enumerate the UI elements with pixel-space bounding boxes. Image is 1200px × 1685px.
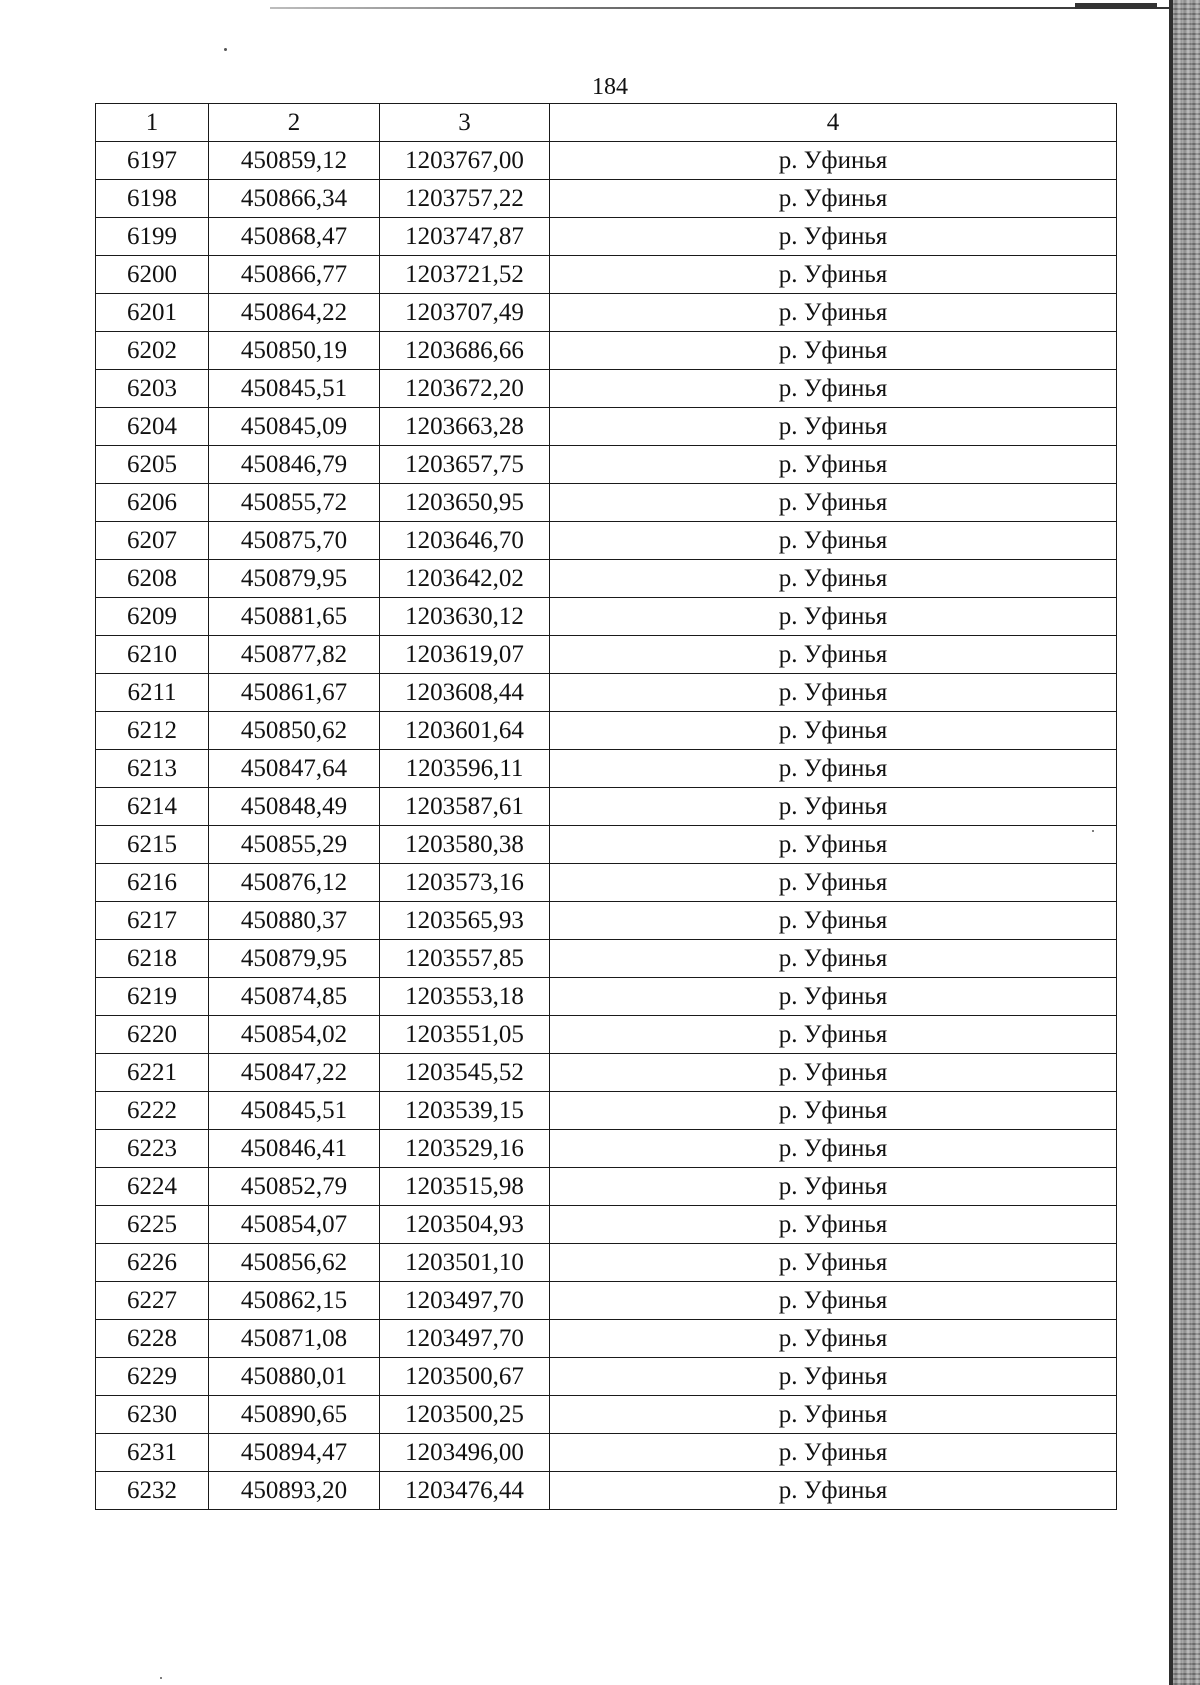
x-coordinate-cell: 450852,79	[209, 1168, 380, 1206]
scan-speck	[224, 48, 227, 51]
top-scan-mark	[1075, 3, 1157, 9]
x-coordinate-cell: 450866,34	[209, 180, 380, 218]
description-cell: р. Уфинья	[550, 1092, 1117, 1130]
table-row	[96, 978, 1117, 1016]
table-row	[96, 1282, 1117, 1320]
point-number-cell: 6229	[96, 1358, 209, 1396]
table-row	[96, 1092, 1117, 1130]
column-header: 2	[209, 104, 380, 142]
scan-speck	[160, 1677, 162, 1679]
description-cell: р. Уфинья	[550, 294, 1117, 332]
table-row	[96, 522, 1117, 560]
table-row	[96, 218, 1117, 256]
y-coordinate-cell: 1203767,00	[380, 142, 550, 180]
point-number-cell: 6201	[96, 294, 209, 332]
x-coordinate-cell: 450880,01	[209, 1358, 380, 1396]
x-coordinate-cell: 450894,47	[209, 1434, 380, 1472]
table-row	[96, 788, 1117, 826]
point-number-cell: 6202	[96, 332, 209, 370]
y-coordinate-cell: 1203596,11	[380, 750, 550, 788]
description-cell: р. Уфинья	[550, 1320, 1117, 1358]
y-coordinate-cell: 1203721,52	[380, 256, 550, 294]
point-number-cell: 6225	[96, 1206, 209, 1244]
table-header-row	[96, 104, 1117, 142]
table-row	[96, 826, 1117, 864]
description-cell: р. Уфинья	[550, 1054, 1117, 1092]
description-cell: р. Уфинья	[550, 864, 1117, 902]
y-coordinate-cell: 1203601,64	[380, 712, 550, 750]
y-coordinate-cell: 1203672,20	[380, 370, 550, 408]
y-coordinate-cell: 1203642,02	[380, 560, 550, 598]
y-coordinate-cell: 1203497,70	[380, 1320, 550, 1358]
point-number-cell: 6213	[96, 750, 209, 788]
x-coordinate-cell: 450859,12	[209, 142, 380, 180]
top-scan-rule	[270, 7, 1170, 9]
description-cell: р. Уфинья	[550, 978, 1117, 1016]
y-coordinate-cell: 1203501,10	[380, 1244, 550, 1282]
table-row	[96, 142, 1117, 180]
description-cell: р. Уфинья	[550, 1282, 1117, 1320]
x-coordinate-cell: 450845,51	[209, 1092, 380, 1130]
point-number-cell: 6208	[96, 560, 209, 598]
description-cell: р. Уфинья	[550, 218, 1117, 256]
description-cell: р. Уфинья	[550, 712, 1117, 750]
y-coordinate-cell: 1203539,15	[380, 1092, 550, 1130]
y-coordinate-cell: 1203553,18	[380, 978, 550, 1016]
y-coordinate-cell: 1203747,87	[380, 218, 550, 256]
table-row	[96, 332, 1117, 370]
x-coordinate-cell: 450856,62	[209, 1244, 380, 1282]
table-row	[96, 712, 1117, 750]
y-coordinate-cell: 1203545,52	[380, 1054, 550, 1092]
description-cell: р. Уфинья	[550, 1168, 1117, 1206]
table-row	[96, 180, 1117, 218]
point-number-cell: 6232	[96, 1472, 209, 1510]
table-body	[96, 142, 1117, 1510]
x-coordinate-cell: 450845,51	[209, 370, 380, 408]
x-coordinate-cell: 450861,67	[209, 674, 380, 712]
point-number-cell: 6224	[96, 1168, 209, 1206]
description-cell: р. Уфинья	[550, 1206, 1117, 1244]
description-cell: р. Уфинья	[550, 1016, 1117, 1054]
description-cell: р. Уфинья	[550, 636, 1117, 674]
x-coordinate-cell: 450874,85	[209, 978, 380, 1016]
y-coordinate-cell: 1203565,93	[380, 902, 550, 940]
point-number-cell: 6222	[96, 1092, 209, 1130]
y-coordinate-cell: 1203496,00	[380, 1434, 550, 1472]
table-row	[96, 1358, 1117, 1396]
y-coordinate-cell: 1203707,49	[380, 294, 550, 332]
y-coordinate-cell: 1203757,22	[380, 180, 550, 218]
x-coordinate-cell: 450862,15	[209, 1282, 380, 1320]
point-number-cell: 6204	[96, 408, 209, 446]
table-row	[96, 408, 1117, 446]
table-row	[96, 750, 1117, 788]
point-number-cell: 6228	[96, 1320, 209, 1358]
y-coordinate-cell: 1203504,93	[380, 1206, 550, 1244]
description-cell: р. Уфинья	[550, 484, 1117, 522]
y-coordinate-cell: 1203551,05	[380, 1016, 550, 1054]
table-row	[96, 1206, 1117, 1244]
point-number-cell: 6218	[96, 940, 209, 978]
x-coordinate-cell: 450880,37	[209, 902, 380, 940]
point-number-cell: 6203	[96, 370, 209, 408]
y-coordinate-cell: 1203573,16	[380, 864, 550, 902]
point-number-cell: 6200	[96, 256, 209, 294]
x-coordinate-cell: 450890,65	[209, 1396, 380, 1434]
description-cell: р. Уфинья	[550, 598, 1117, 636]
description-cell: р. Уфинья	[550, 408, 1117, 446]
description-cell: р. Уфинья	[550, 674, 1117, 712]
x-coordinate-cell: 450854,07	[209, 1206, 380, 1244]
x-coordinate-cell: 450848,49	[209, 788, 380, 826]
x-coordinate-cell: 450855,72	[209, 484, 380, 522]
description-cell: р. Уфинья	[550, 940, 1117, 978]
point-number-cell: 6223	[96, 1130, 209, 1168]
table-row	[96, 484, 1117, 522]
point-number-cell: 6197	[96, 142, 209, 180]
table-row	[96, 294, 1117, 332]
description-cell: р. Уфинья	[550, 826, 1117, 864]
x-coordinate-cell: 450847,22	[209, 1054, 380, 1092]
point-number-cell: 6199	[96, 218, 209, 256]
y-coordinate-cell: 1203500,25	[380, 1396, 550, 1434]
description-cell: р. Уфинья	[550, 1472, 1117, 1510]
coordinates-table	[95, 103, 1117, 1510]
description-cell: р. Уфинья	[550, 142, 1117, 180]
table-row	[96, 1130, 1117, 1168]
description-cell: р. Уфинья	[550, 1434, 1117, 1472]
point-number-cell: 6217	[96, 902, 209, 940]
description-cell: р. Уфинья	[550, 256, 1117, 294]
x-coordinate-cell: 450879,95	[209, 560, 380, 598]
point-number-cell: 6215	[96, 826, 209, 864]
description-cell: р. Уфинья	[550, 446, 1117, 484]
table-row	[96, 940, 1117, 978]
point-number-cell: 6226	[96, 1244, 209, 1282]
point-number-cell: 6206	[96, 484, 209, 522]
x-coordinate-cell: 450845,09	[209, 408, 380, 446]
point-number-cell: 6219	[96, 978, 209, 1016]
table-row	[96, 1396, 1117, 1434]
table-row	[96, 902, 1117, 940]
x-coordinate-cell: 450854,02	[209, 1016, 380, 1054]
y-coordinate-cell: 1203529,16	[380, 1130, 550, 1168]
table-row	[96, 1434, 1117, 1472]
point-number-cell: 6227	[96, 1282, 209, 1320]
table-row	[96, 636, 1117, 674]
x-coordinate-cell: 450875,70	[209, 522, 380, 560]
table-row	[96, 674, 1117, 712]
description-cell: р. Уфинья	[550, 788, 1117, 826]
y-coordinate-cell: 1203515,98	[380, 1168, 550, 1206]
y-coordinate-cell: 1203650,95	[380, 484, 550, 522]
y-coordinate-cell: 1203663,28	[380, 408, 550, 446]
table-row	[96, 1244, 1117, 1282]
point-number-cell: 6198	[96, 180, 209, 218]
x-coordinate-cell: 450846,41	[209, 1130, 380, 1168]
y-coordinate-cell: 1203497,70	[380, 1282, 550, 1320]
description-cell: р. Уфинья	[550, 522, 1117, 560]
x-coordinate-cell: 450893,20	[209, 1472, 380, 1510]
table-row	[96, 1168, 1117, 1206]
table-row	[96, 446, 1117, 484]
description-cell: р. Уфинья	[550, 1244, 1117, 1282]
y-coordinate-cell: 1203608,44	[380, 674, 550, 712]
y-coordinate-cell: 1203500,67	[380, 1358, 550, 1396]
point-number-cell: 6216	[96, 864, 209, 902]
point-number-cell: 6220	[96, 1016, 209, 1054]
table-row	[96, 1320, 1117, 1358]
x-coordinate-cell: 450879,95	[209, 940, 380, 978]
description-cell: р. Уфинья	[550, 180, 1117, 218]
column-header: 1	[96, 104, 209, 142]
point-number-cell: 6214	[96, 788, 209, 826]
description-cell: р. Уфинья	[550, 1130, 1117, 1168]
table-row	[96, 1016, 1117, 1054]
y-coordinate-cell: 1203630,12	[380, 598, 550, 636]
description-cell: р. Уфинья	[550, 1396, 1117, 1434]
x-coordinate-cell: 450876,12	[209, 864, 380, 902]
point-number-cell: 6230	[96, 1396, 209, 1434]
column-header: 4	[550, 104, 1117, 142]
y-coordinate-cell: 1203557,85	[380, 940, 550, 978]
x-coordinate-cell: 450847,64	[209, 750, 380, 788]
scan-edge-shadow	[1173, 0, 1200, 1685]
table-row	[96, 560, 1117, 598]
x-coordinate-cell: 450866,77	[209, 256, 380, 294]
x-coordinate-cell: 450877,82	[209, 636, 380, 674]
description-cell: р. Уфинья	[550, 370, 1117, 408]
description-cell: р. Уфинья	[550, 750, 1117, 788]
x-coordinate-cell: 450868,47	[209, 218, 380, 256]
x-coordinate-cell: 450846,79	[209, 446, 380, 484]
y-coordinate-cell: 1203580,38	[380, 826, 550, 864]
description-cell: р. Уфинья	[550, 560, 1117, 598]
y-coordinate-cell: 1203646,70	[380, 522, 550, 560]
x-coordinate-cell: 450881,65	[209, 598, 380, 636]
point-number-cell: 6221	[96, 1054, 209, 1092]
point-number-cell: 6211	[96, 674, 209, 712]
description-cell: р. Уфинья	[550, 902, 1117, 940]
point-number-cell: 6212	[96, 712, 209, 750]
page-number: 184	[592, 74, 628, 100]
table-row	[96, 1054, 1117, 1092]
point-number-cell: 6209	[96, 598, 209, 636]
table-row	[96, 1472, 1117, 1510]
x-coordinate-cell: 450855,29	[209, 826, 380, 864]
table-row	[96, 864, 1117, 902]
table-row	[96, 256, 1117, 294]
x-coordinate-cell: 450850,62	[209, 712, 380, 750]
table-row	[96, 598, 1117, 636]
x-coordinate-cell: 450864,22	[209, 294, 380, 332]
point-number-cell: 6231	[96, 1434, 209, 1472]
y-coordinate-cell: 1203587,61	[380, 788, 550, 826]
column-header: 3	[380, 104, 550, 142]
y-coordinate-cell: 1203686,66	[380, 332, 550, 370]
point-number-cell: 6205	[96, 446, 209, 484]
description-cell: р. Уфинья	[550, 332, 1117, 370]
y-coordinate-cell: 1203476,44	[380, 1472, 550, 1510]
x-coordinate-cell: 450871,08	[209, 1320, 380, 1358]
point-number-cell: 6210	[96, 636, 209, 674]
y-coordinate-cell: 1203619,07	[380, 636, 550, 674]
point-number-cell: 6207	[96, 522, 209, 560]
table-row	[96, 370, 1117, 408]
x-coordinate-cell: 450850,19	[209, 332, 380, 370]
description-cell: р. Уфинья	[550, 1358, 1117, 1396]
y-coordinate-cell: 1203657,75	[380, 446, 550, 484]
